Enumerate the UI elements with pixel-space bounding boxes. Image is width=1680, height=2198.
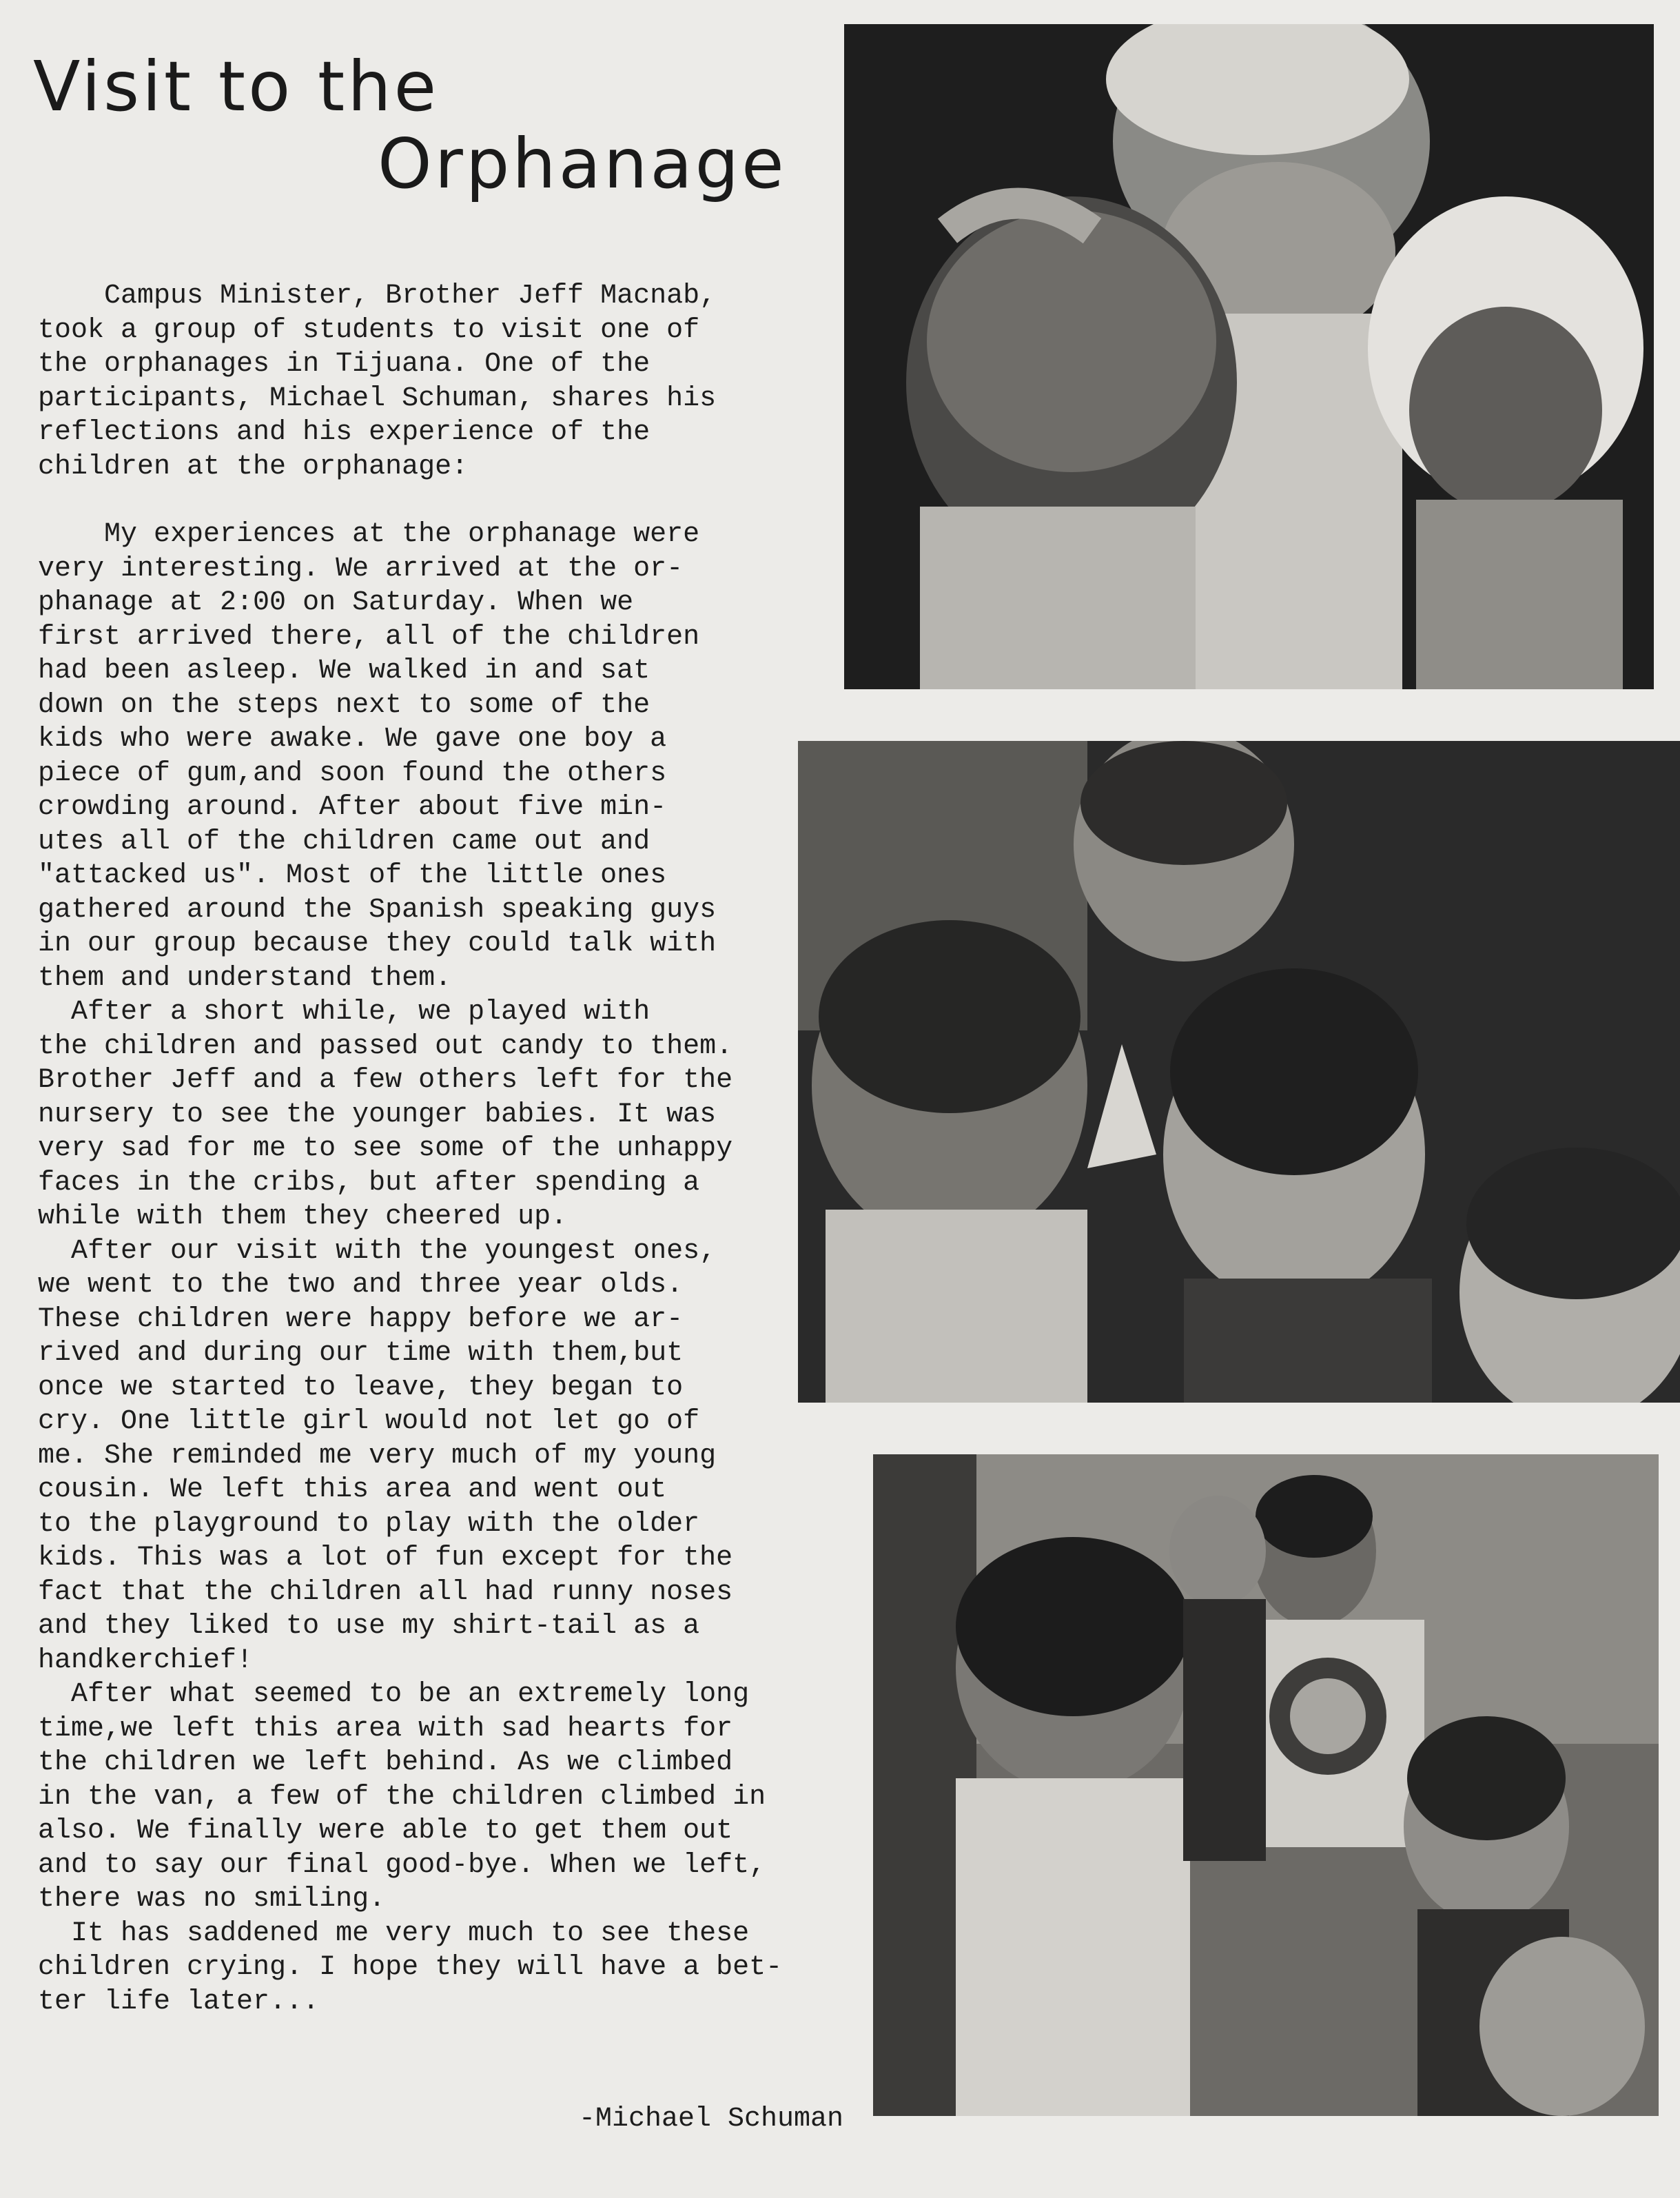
text-line: the orphanages in Tijuana. One of the (38, 349, 651, 380)
text-line: me. She reminded me very much of my young (38, 1440, 717, 1472)
text-line: crowding around. After about five min- (38, 792, 667, 823)
text-line: the children and passed out candy to them. (38, 1030, 733, 1062)
article-body (38, 279, 865, 2019)
text-line: It has saddened me very much to see these (38, 1917, 750, 1949)
text-line: faces in the cribs, but after spending a (38, 1167, 700, 1199)
text-line: After our visit with the youngest ones, (38, 1235, 717, 1267)
text-line: rived and during our time with them,but (38, 1338, 684, 1369)
smiling-children-photo (798, 741, 1680, 1403)
text-line: and to say our final good-bye. When we left, (38, 1849, 766, 1881)
text-line: fact that the children all had runny noses (38, 1576, 733, 1608)
author-signature: -Michael Schuman (579, 2104, 844, 2135)
text-line: children crying. I hope they will have a bet- (38, 1952, 783, 1983)
text-line: phanage at 2:00 on Saturday. When we (38, 587, 634, 618)
text-line: to the playground to play with the older (38, 1508, 700, 1540)
text-line: and they liked to use my shirt-tail as a (38, 1611, 700, 1642)
text-line: reflections and his experience of the (38, 417, 651, 448)
text-line: piece of gum,and soon found the others (38, 757, 667, 789)
text-line: first arrived there, all of the children (38, 621, 700, 653)
story-text (38, 518, 865, 2019)
text-line: while with them they cheered up. (38, 1201, 568, 1232)
text-line: we went to the two and three year olds. (38, 1270, 684, 1301)
playground-children-photo (873, 1454, 1659, 2116)
text-line: handkerchief! (38, 1645, 254, 1676)
text-line: them and understand them. (38, 962, 452, 994)
text-line: After what seemed to be an extremely long (38, 1679, 750, 1710)
title-line-2: Orphanage (378, 123, 787, 204)
text-line: nursery to see the younger babies. It was (38, 1099, 717, 1130)
text-line: the children we left behind. As we climbed (38, 1747, 733, 1778)
text-line: gathered around the Spanish speaking guys (38, 894, 717, 926)
text-line: kids. This was a lot of fun except for the (38, 1543, 733, 1574)
text-line: very sad for me to see some of the unhappy (38, 1133, 733, 1164)
text-line: My experiences at the orphanage were (38, 519, 700, 550)
text-line: utes all of the children came out and (38, 826, 651, 857)
text-line: participants, Michael Schuman, shares his (38, 383, 717, 414)
text-line: These children were happy before we ar- (38, 1303, 684, 1335)
text-line: children at the orphanage: (38, 451, 469, 482)
text-line: in the van, a few of the children climbed in (38, 1781, 766, 1813)
text-line: kids who were awake. We gave one boy a (38, 724, 667, 755)
text-line: there was no smiling. (38, 1884, 386, 1915)
text-line: ter life later... (38, 1986, 320, 2017)
text-line: in our group because they could talk with (38, 928, 717, 959)
children-closeup-photo (844, 24, 1654, 689)
page-title (33, 48, 812, 203)
text-line: cousin. We left this area and went out (38, 1474, 667, 1505)
text-line: very interesting. We arrived at the or- (38, 553, 684, 584)
text-line: cry. One little girl would not let go of (38, 1406, 700, 1437)
text-line: Brother Jeff and a few others left for the (38, 1065, 733, 1096)
title-line-1: Visit to the (33, 46, 440, 127)
text-line: took a group of students to visit one of (38, 314, 700, 346)
text-line: also. We finally were able to get them out (38, 1815, 733, 1846)
text-line: After a short while, we played with (38, 997, 651, 1028)
text-line: had been asleep. We walked in and sat (38, 655, 651, 686)
text-line: time,we left this area with sad hearts for (38, 1713, 733, 1744)
intro-paragraph (38, 279, 865, 484)
text-line: "attacked us". Most of the little ones (38, 860, 667, 891)
text-line: Campus Minister, Brother Jeff Macnab, (38, 281, 717, 312)
text-line: once we started to leave, they began to (38, 1372, 684, 1403)
text-line: down on the steps next to some of the (38, 689, 651, 721)
